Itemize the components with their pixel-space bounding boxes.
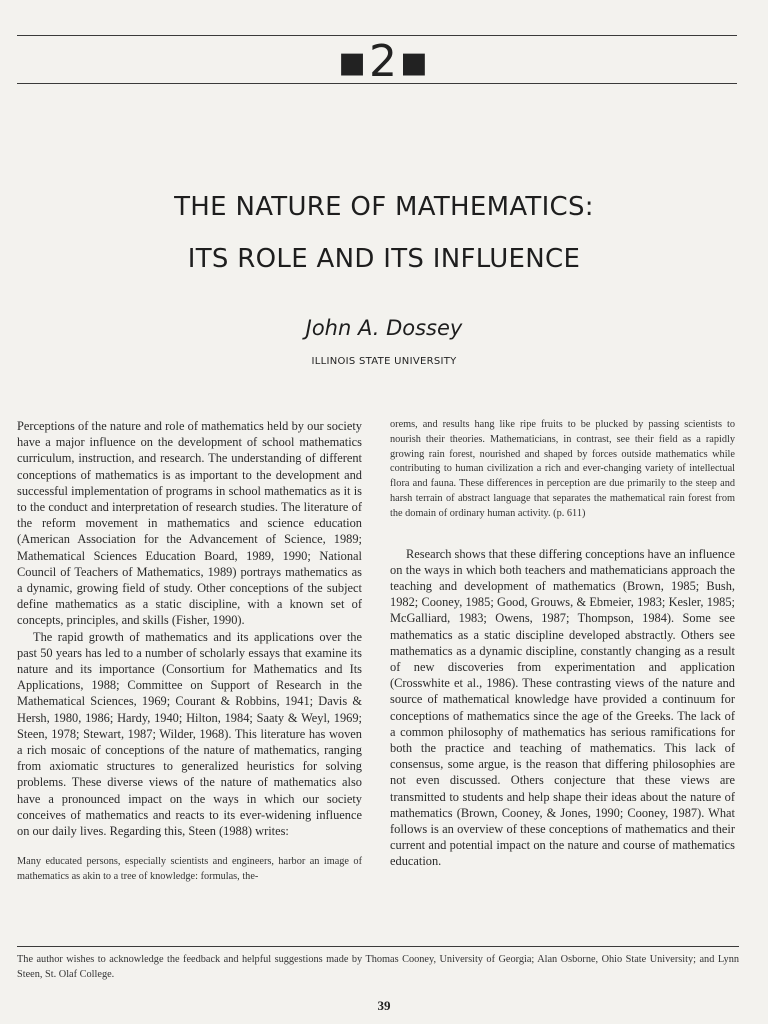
body-paragraph: Perceptions of the nature and role of mathematics held by our society have a major influence on the development of school mathematics curriculum, instruction, and research. The understanding of different conceptions of mathematics is as important to the development and successful implementation of programs in school mathematics as it is to the conduct and interpretation of research studies. The literature of the reform movement in mathematics and science education (American Association for the Advancement of Science, 1989; Mathematical Sciences Education Board, 1989, 1990; National Council of Teachers of Mathematics, 1989) portrays mathematics as a dynamic, growing field of study. Other conceptions of the subject define mathematics as a static discipline, with a known set of concepts, principles, and skills (Fisher, 1990). — [17, 419, 362, 628]
footnote: The author wishes to acknowledge the feedback and helpful suggestions made by Thomas Cooney, University of Georgia; Alan Osborne, Ohio State University; and Lynn Steen, St. Olaf College. — [17, 954, 739, 980]
body-paragraph: The rapid growth of mathematics and its applications over the past 50 years has led to a number of scholarly essays that examine its nature and its importance (Consortium for Mathematics and Its Applications, 1988; Committee on Support of Research in the Mathematical Sciences, 1969; Courant & Robbins, 1941; Davis & Hersh, 1980, 1986; Hardy, 1940; Hilton, 1984; Saaty & Weyl, 1969; Steen, 1978; Stewart, 1987; Wilder, 1968). This literature has woven a rich mosaic of conceptions of the nature of mathematics, ranging from axiomatic structures to generalized heuristics for solving problems. These diverse views of the nature of mathematics also have a pronounced impact on the ways in which our society conceives of mathematics and reacts to its ever-widening influence on our daily lives. Regarding this, Steen (1988) writes: — [17, 629, 362, 839]
chapter-title-line1: THE NATURE OF MATHEMATICS: — [174, 192, 594, 222]
page-number: 39 — [377, 998, 391, 1013]
body-paragraph: Research shows that these differing conceptions have an influence on the ways in which both teachers and mathematicians approach the teaching and development of mathematics (Brown, 1985; Bush, 1982; Cooney, 1985; Good, Grouws, & Ebmeier, 1983; Kesler, 1985; McGalliard, 1983; Owens, 1987; Thompson, 1984). Some see mathematics as a static discipline developed abstractly. Others see mathematics as a dynamic discipline, constantly changing as a result of new discoveries from experimentation and application (Crosswhite et al., 1986). These contrasting views of the nature and source of mathematical knowledge have provided a continuum for conceptions of mathematics since the age of the Greeks. The lack of a common philosophy of mathematics has serious ramifications for both the practice and teaching of mathematics. This lack of consensus, some argue, is the reason that differing philosophies are not even discussed. Others conjecture that these views are transmitted to students and help shape their ideas about the nature of mathematics (Brown, Cooney, & Jones, 1990; Cooney, 1987). What follows is an overview of these conceptions of mathematics and their current and potential impact on the nature and course of mathematics education. — [390, 546, 735, 869]
chapter-title-line2: ITS ROLE AND ITS INFLUENCE — [187, 244, 581, 274]
author-affiliation: ILLINOIS STATE UNIVERSITY — [311, 356, 457, 367]
left-column — [17, 418, 362, 885]
right-column — [390, 418, 735, 870]
footnote-rule — [17, 946, 739, 947]
chapter-number: ▪2▪ — [337, 36, 431, 87]
block-quote-continued: orems, and results hang like ripe fruits to be plucked by passing scientists to nourish their theories. Mathematicians, in contrast, see their field as a rapidly growing rain forest, nourished and shaped by forces outside mathematics while contributing to human civilization a rich and ever-changing variety of intellectual flora and fauna. These differences in perception are due primarily to the steep and harsh terrain of abstract language that separates the mathematical rain forest from the domain of ordinary human activity. (p. 611) — [390, 419, 735, 519]
author-name: John A. Dossey — [305, 316, 463, 340]
block-quote: Many educated persons, especially scientists and engineers, harbor an image of mathematics as akin to a tree of knowledge: formulas, the- — [17, 856, 362, 883]
